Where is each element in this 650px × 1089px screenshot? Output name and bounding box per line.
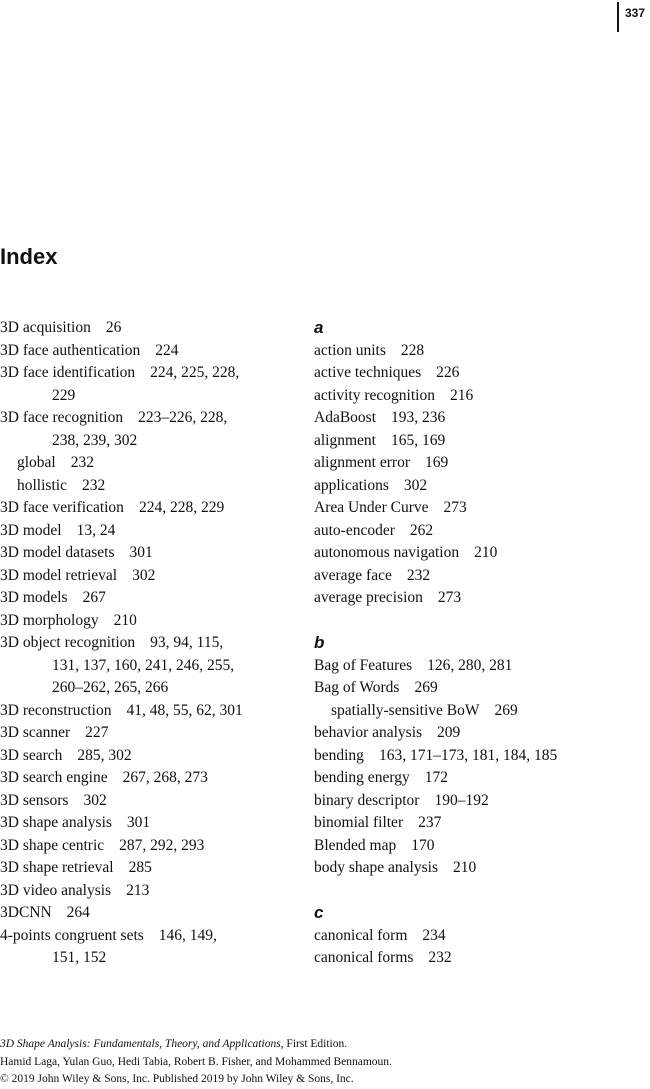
index-page-refs: 267 [82, 589, 106, 606]
index-term: average precision [314, 589, 423, 606]
index-page-refs: 287, 292, 293 [119, 836, 205, 854]
index-term: applications [314, 476, 389, 494]
index-entry [314, 430, 644, 453]
index-entry-continuation: 260–262, 265, 266 [52, 679, 169, 696]
index-entry [314, 452, 644, 475]
index-entry [0, 632, 300, 655]
index-term: action units [314, 341, 386, 359]
section-spacer [314, 610, 644, 633]
index-page-refs: 301 [129, 544, 153, 561]
index-page-refs: 213 [126, 881, 150, 899]
index-page-refs: 234 [422, 926, 446, 944]
index-page-refs: 232 [406, 566, 431, 584]
index-term: binomial filter [314, 814, 404, 831]
index-term: 3D face verification [0, 499, 124, 516]
index-entry [0, 317, 300, 340]
index-page-refs: 226 [436, 364, 460, 381]
index-term: 4-points congruent sets [0, 926, 144, 944]
index-page-refs: 210 [452, 859, 477, 876]
index-page-refs: 224, 225, 228, [150, 364, 240, 381]
page-title: Index [0, 244, 58, 269]
index-entry [314, 745, 644, 768]
index-page-refs: 126, 280, 281 [427, 656, 513, 674]
index-entry [0, 722, 300, 745]
index-term: 3D models [0, 589, 68, 606]
index-page-refs: 227 [85, 724, 109, 741]
index-term: AdaBoost [314, 409, 376, 426]
index-entry [314, 475, 644, 498]
index-page-refs: 264 [66, 904, 90, 921]
index-term: 3D morphology [0, 611, 99, 629]
index-entry [314, 385, 644, 408]
index-term: hollistic [17, 476, 67, 494]
index-entry [0, 587, 300, 610]
page-number: 337 [617, 2, 645, 32]
index-page-refs: 190–192 [434, 791, 489, 809]
index-entry [314, 790, 644, 813]
index-entry [0, 520, 300, 543]
index-page-refs: 302 [83, 791, 107, 809]
index-term: 3D scanner [0, 724, 71, 741]
index-page-refs: 262 [409, 521, 434, 539]
index-term: 3D sensors [0, 791, 69, 809]
copyright-footer [0, 1036, 392, 1089]
book-edition: , First Edition. [280, 1038, 348, 1050]
index-page-refs: 273 [443, 499, 467, 516]
index-term: canonical form [314, 926, 408, 944]
index-page-refs: 302 [403, 476, 428, 494]
index-term: auto-encoder [314, 521, 395, 539]
index-entry [314, 520, 644, 543]
index-entry [0, 790, 300, 813]
index-page-refs: 93, 94, 115, [150, 634, 224, 651]
index-term: 3D model [0, 521, 62, 539]
index-page-refs: 13, 24 [76, 521, 116, 539]
index-page-refs: 301 [126, 814, 151, 831]
index-entry [0, 362, 300, 385]
index-subentry [0, 475, 300, 498]
index-page-refs: 216 [449, 386, 474, 404]
index-term: Area Under Curve [314, 499, 429, 516]
index-entry-continuation: 229 [52, 386, 76, 404]
index-term: global [17, 454, 56, 471]
index-page-refs: 172 [424, 769, 448, 786]
index-page-refs: 232 [70, 454, 94, 471]
index-term: alignment error [314, 454, 410, 471]
index-page-refs: 170 [411, 836, 435, 854]
index-term: Bag of Words [314, 679, 400, 696]
index-page-refs: 285 [128, 859, 152, 876]
index-page-refs: 210 [474, 544, 498, 561]
index-page-refs: 41, 48, 55, 62, 301 [126, 701, 243, 719]
index-term: 3D model datasets [0, 544, 115, 561]
index-term: autonomous navigation [314, 544, 460, 561]
index-section-letter: b [314, 633, 325, 652]
index-entry [314, 767, 644, 790]
index-page-refs: 210 [113, 611, 137, 629]
index-subentry [0, 452, 300, 475]
index-entry [314, 655, 644, 678]
index-page-refs: 269 [414, 679, 438, 696]
index-term: 3DCNN [0, 904, 52, 921]
index-entry [314, 722, 644, 745]
index-entry-continuation: 131, 137, 160, 241, 246, 255, [52, 656, 235, 674]
index-term: body shape analysis [314, 859, 438, 876]
index-entry [314, 857, 644, 880]
index-term: 3D face recognition [0, 409, 124, 426]
index-page-refs: 193, 236 [391, 409, 446, 426]
footer-copyright: © 2019 John Wiley & Sons, Inc. Published 2019 by John Wiley & Sons, Inc. [0, 1073, 354, 1085]
index-entry [0, 340, 300, 363]
index-page-refs: 302 [132, 566, 156, 584]
index-entry [314, 677, 644, 700]
index-entry [0, 700, 300, 723]
index-page-refs: 209 [437, 724, 461, 741]
index-entry [314, 497, 644, 520]
index-term: 3D video analysis [0, 881, 112, 899]
index-page-refs: 269 [494, 701, 518, 719]
index-entry [0, 812, 300, 835]
index-page-refs: 223–226, 228, [138, 409, 228, 426]
index-entry [0, 835, 300, 858]
index-section-letter: a [314, 318, 324, 337]
index-entry [314, 362, 644, 385]
index-page-refs: 163, 171–173, 181, 184, 185 [378, 746, 558, 764]
footer-book-line [0, 1036, 392, 1054]
index-entry [314, 587, 644, 610]
index-entry [314, 565, 644, 588]
index-column-left [0, 317, 300, 970]
index-term: canonical forms [314, 949, 414, 966]
index-term: 3D object recognition [0, 634, 136, 651]
book-title: 3D Shape Analysis: Fundamentals, Theory, and Applications [0, 1038, 281, 1050]
index-subentry [314, 700, 644, 723]
index-entry [0, 542, 300, 565]
index-term: 3D shape retrieval [0, 859, 114, 876]
index-term: Blended map [314, 836, 397, 854]
index-entry [0, 565, 300, 588]
index-page-refs: 169 [424, 454, 449, 471]
index-term: 3D reconstruction [0, 701, 112, 719]
index-page-refs: 237 [418, 814, 442, 831]
index-term: 3D search [0, 746, 63, 764]
index-term: 3D search engine [0, 769, 108, 786]
index-term: spatially-sensitive BoW [331, 701, 480, 719]
index-entry [314, 407, 644, 430]
index-term: average face [314, 566, 392, 584]
index-entry [0, 880, 300, 903]
index-term: 3D face authentication [0, 341, 141, 359]
index-page-refs: 232 [428, 949, 452, 966]
index-term: 3D acquisition [0, 319, 91, 336]
index-entry [0, 407, 300, 430]
index-term: 3D model retrieval [0, 566, 118, 584]
index-term: 3D face identification [0, 364, 136, 381]
footer-authors: Hamid Laga, Yulan Guo, Hedi Tabia, Robert B. Fisher, and Mohammed Bennamoun. [0, 1055, 392, 1068]
index-term: binary descriptor [314, 791, 420, 809]
index-entry [314, 542, 644, 565]
index-section-letter: c [314, 903, 324, 922]
index-entry [0, 902, 300, 925]
index-term: activity recognition [314, 386, 435, 404]
index-page-refs: 224 [155, 341, 179, 359]
index-term: active techniques [314, 364, 422, 381]
index-entry [314, 812, 644, 835]
index-term: behavior analysis [314, 724, 423, 741]
index-entry-continuation: 151, 152 [52, 949, 107, 966]
index-page-refs: 26 [105, 319, 122, 336]
index-term: 3D shape analysis [0, 814, 112, 831]
index-page-refs: 224, 228, 229 [138, 499, 225, 516]
index-entry [0, 767, 300, 790]
index-entry [0, 925, 300, 948]
index-page-refs: 273 [437, 589, 462, 606]
index-page-refs: 165, 169 [391, 431, 446, 449]
index-term: Bag of Features [314, 656, 413, 674]
index-column-right [314, 317, 644, 970]
index-term: bending energy [314, 769, 410, 786]
index-page-refs: 267, 268, 273 [122, 769, 208, 786]
index-entry [0, 497, 300, 520]
index-entry [0, 745, 300, 768]
index-entry [0, 610, 300, 633]
index-term: alignment [314, 431, 376, 449]
index-entry [0, 857, 300, 880]
index-entry-continuation: 238, 239, 302 [52, 431, 138, 449]
index-page-refs: 228 [400, 341, 425, 359]
index-entry [314, 925, 644, 948]
section-spacer [314, 880, 644, 903]
index-term: bending [314, 746, 364, 764]
index-page-refs: 232 [81, 476, 106, 494]
index-entry [314, 340, 644, 363]
index-page-refs: 285, 302 [77, 746, 132, 764]
index-page-refs: 146, 149, [158, 926, 217, 944]
index-term: 3D shape centric [0, 836, 105, 854]
index-entry [314, 835, 644, 858]
index-entry [314, 947, 644, 970]
